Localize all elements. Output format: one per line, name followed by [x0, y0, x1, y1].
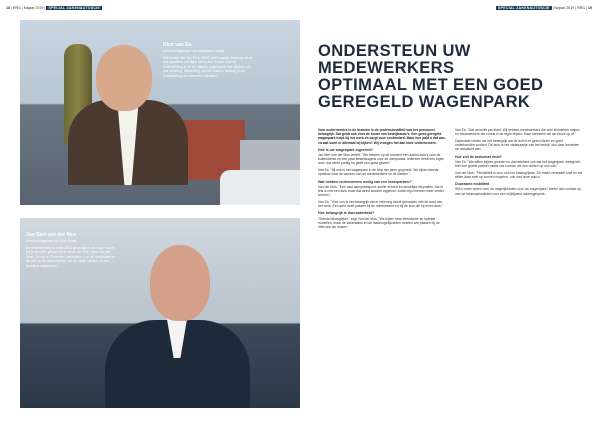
caption-name: Jan Bert van der Mos [26, 232, 77, 238]
article-lead: Voor ondernemers in de branche is de professionaliteit van het personeel belangrijk. Dat geldt ook voor de keuze van bedrijfsauto's. Een goed geregeld wagenpark helpt bij het werk en zorgt voor continuïteit. Maar hoe pakt u dat aan, en wat komt er allemaal bij kijken? Wij vroegen het aan twee ondernemers. [318, 128, 446, 145]
page-number-left: 18 [6, 6, 10, 10]
subheading: Hoe ziet de toekomst eruit? [455, 154, 502, 159]
running-header-left [6, 6, 102, 10]
subheading: Hoe belangrijk is duurzaamheid? [318, 211, 375, 216]
paragraph: Van der Mos: "Flexibiliteit is voor ons het belangrijkste. De markt verandert snel en we willen daar snel op kunnen inspelen, ook met onze auto's." [455, 170, 583, 180]
person-head [150, 245, 210, 321]
paragraph: Van Es: "Bij ons is het wagenpark in de loop der jaren gegroeid. We kijken steeds opnieuw naar de wensen van de medewerkers en de klanten." [318, 168, 439, 177]
subheading: Duurzame mobiliteit [455, 182, 490, 187]
caption-name: Nico van Es [163, 42, 192, 48]
section-tag-right: SPECIAL ZAKENAUTOSCIE [498, 6, 550, 10]
article-title [318, 43, 580, 111]
running-header-right [496, 6, 592, 10]
article-column-right [455, 128, 583, 198]
page-number-right: 19 [588, 6, 592, 10]
photo-caption-bottom [26, 232, 118, 268]
paragraph: Van Es: "Dat verschilt per klant. Wij hebben medewerkers die veel kilometers maken en medewerkers die vooral in de regio blijven. Daar stemmen we de keuze op af." [455, 128, 580, 137]
caption-text: Het bedrijf, dat Van Es in 2008 heeft ingezet, heeft op de en ook specifiek zakelijke. Meer dan 20 jaar voor de onderneming in de en daarna: wagenpark met slechts ±20 jaar ervaring. Uitbreiding van het team in leasing en de ontwikkeling van meerdere diensten. [163, 56, 253, 78]
paragraph: Wilt u meer weten over de mogelijkheden voor uw wagenpark? Neem dan contact op met de leasespecialisten voor een vrijblijvend adviesgesprek. [455, 187, 581, 196]
paragraph: Daarnaast vinden we het belangrijk dat de auto's er goed uitzien en goed onderhouden worden. De auto is het visitekaartje van het bedrijf, dus daar besteden we aandacht aan. [455, 139, 580, 152]
section-tag-left: SPECIAL ZAKENAUTOSCIE [48, 6, 100, 10]
paragraph: "Steeds belangrijker," zegt Van der Mos. "We kijken naar elektrische en hybride modellen, maar de actieradius en de laadmogelijkheden moeten wel passen bij de ritten die we maken." [318, 216, 440, 230]
paragraph: Jan Bert van der Mos vertelt: "We hebben op dit moment een aantal auto's voor de buitendienst en een paar bestelwagens voor de werkplaats. Iedereen heeft een eigen auto, dat werkt prettig en geeft een goed gevoel." [318, 153, 445, 166]
paragraph: Van der Mos: "Een vast aanspreekpunt, snelle service en duidelijke afspraken. Als er iets is met een auto moet dat direct worden opgelost, zodat mijn mensen weer verder kunnen." [318, 184, 445, 198]
title-line: OPTIMAAL MET EEN GOED [318, 76, 544, 94]
issue-label-right: | Najaar 2019 | RRG | [552, 6, 587, 10]
photo-caption-top [163, 42, 255, 78]
article-column-left [318, 128, 446, 232]
paragraph: Van Es: "We willen blijven groeien en dat betekent ook dat het wagenpark meegroeit. Met een goede partner naast ons kunnen we ons richten op ons vak." [455, 159, 581, 169]
subheading: Wat hebben ondernemers nodig van een leasepartner? [318, 179, 412, 184]
title-line: GEREGELD WAGENPARK [318, 93, 531, 111]
issue-label-left: | RRG | Najaar 2019 | [11, 6, 46, 10]
title-line: ONDERSTEUN UW MEDEWERKERS [318, 42, 471, 77]
subheading: Hoe is uw wagenpark ingericht? [318, 147, 373, 152]
paragraph: Van Es: "Voor ons is het belangrijk dat er rekening wordt gehouden met de aard van het werk. Een auto moet passen bij de medewerker en bij de klus die hij moet doen." [318, 200, 444, 209]
caption-text: De onderneming is sinds 2005 gevestigd in de regio Hoorn. Hij is na 1997 gestart bij de firma van Erik, Hans van der Meer. Zo zijn er 8 mensen werkzaam: 4 in de werkplaats en de rest op de administratie van de vaste klanten en een groeiend wagenpark. [26, 246, 116, 268]
caption-role: directeur/eigenaar bij KBM Groep [26, 239, 77, 243]
person-head [96, 45, 152, 111]
van-shape [220, 170, 300, 205]
caption-role: directeur/eigenaar van Hardewerk media [163, 49, 225, 53]
